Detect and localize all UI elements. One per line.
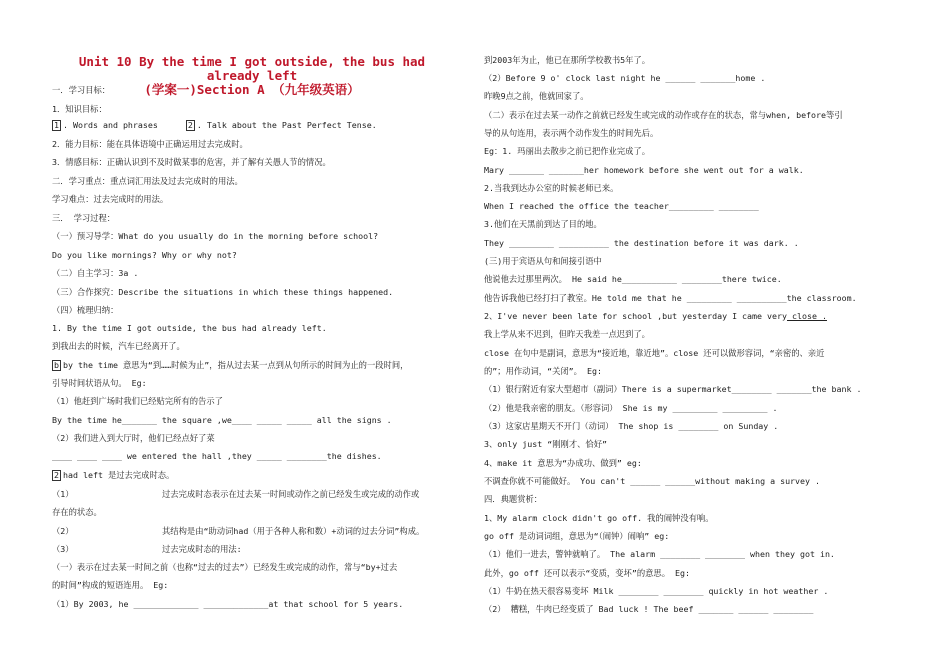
text-line: go off 是动词词组，意思为“（闹钟）闹响” eg: bbox=[484, 531, 670, 541]
exercise-line: 不调查你就不可能做好。 You can't ______ ______without making a survey . bbox=[484, 476, 821, 486]
text-line: 其结构是由“助动词had（用于各种人称和数）+动词的过去分词”构成。 bbox=[162, 526, 425, 536]
text-line: b by the time 意思为“到……时候为止”，指从过去某一点到从句所示的时间为止的一段时间， bbox=[54, 360, 409, 370]
text-line: 2.当我到达办公室的时候老师已来。 bbox=[484, 183, 619, 193]
text-line: 4、make it 意思为“办成功、做到” eg: bbox=[484, 458, 642, 468]
exercise-line: When I reached the office the teacher_________ ________ bbox=[484, 201, 759, 211]
exercise-line: （1）By 2003, he _____________ _____________at that school for 5 years. bbox=[52, 599, 404, 609]
exercise-line: （2）他是我亲密的朋友。（形容词） She is my _________ _________ . bbox=[484, 403, 778, 413]
text-line: （三）合作探究：Describe the situations in which these things happened. bbox=[52, 287, 394, 297]
text-line: 1．知识目标： bbox=[52, 104, 107, 114]
exercise-line: 他说他去过那里两次。 He said he___________ ________there twice. bbox=[484, 274, 782, 284]
text-line: （2） bbox=[52, 526, 74, 536]
document-title bbox=[52, 55, 452, 97]
text-line: 昨晚9点之前，他就回家了。 bbox=[484, 91, 589, 101]
exercise-line: （1）他们一进去，警钟就响了。 The alarm ________ ________ when they got in. bbox=[484, 549, 835, 559]
text-line: 到2003年为止，他已在那所学校教书5年了。 bbox=[484, 55, 651, 65]
text-line: 的时间”构成的短语连用。 Eg: bbox=[52, 580, 169, 590]
text-line: 过去完成时态的用法: bbox=[162, 544, 242, 554]
objectives-line: 1 . Words and phrases 2 . Talk about the Past Perfect Tense. bbox=[54, 120, 377, 130]
exercise-line: （2） 糟糕，牛肉已经变质了 Bad luck ! The beef _______ ______ ________ bbox=[484, 604, 814, 614]
text-line: （1）他赶到广场时我们已经贴完所有的告示了 bbox=[52, 396, 223, 406]
title-line-1: Unit 10 By the time I got outside, the bus had already left bbox=[78, 54, 426, 83]
text-line: 四．典题赏析： bbox=[484, 494, 543, 504]
text-line: 我上学从来不迟到，但昨天我差一点迟到了。 bbox=[484, 329, 650, 339]
text-line: Do you like mornings? Why or why not? bbox=[52, 250, 237, 260]
text-line: 三． 学习过程： bbox=[52, 213, 116, 223]
text-line: 存在的状态。 bbox=[52, 507, 102, 517]
text-line: （二）自主学习：3a . bbox=[52, 268, 139, 278]
text-line: 2 had left 是过去完成时态。 bbox=[54, 470, 175, 480]
text-line: （1） bbox=[52, 489, 74, 499]
exercise-line: （1）牛奶在热天很容易变坏 Milk ________ ________ quickly in hot weather . bbox=[484, 586, 829, 596]
exercise-line: （1）银行附近有家大型超市（副词）There is a supermarket________ _______the bank . bbox=[484, 384, 862, 394]
exercise-line: They _________ __________ the destination before it was dark. . bbox=[484, 238, 799, 248]
exercise-line: 他告诉我他已经打扫了教室。He told me that he _________ __________the classroom. bbox=[484, 293, 857, 303]
text-line: 过去完成时态表示在过去某一时间或动作之前已经发生或完成的动作或 bbox=[162, 489, 420, 499]
text-line: （四）梳理归纳： bbox=[52, 305, 119, 315]
text-line: 二．学习重点：重点词汇用法及过去完成时的用法。 bbox=[52, 176, 243, 186]
text-line: 学习难点：过去完成时的用法。 bbox=[52, 194, 169, 204]
text-line: 一．学习目标： bbox=[52, 85, 111, 95]
text-line: 3.他们在天黑前到达了目的地。 bbox=[484, 219, 602, 229]
text-line: （二）表示在过去某一动作之前就已经发生或完成的动作或存在的状态，常与when, before等引 bbox=[484, 110, 843, 120]
exercise-line: By the time he_______ the square ,we____ _____ _____ all the signs . bbox=[52, 415, 392, 425]
text-line: （一）预习导学：What do you usually do in the morning before school? bbox=[52, 231, 379, 241]
text-line: （一）表示在过去某一时间之前（也称“过去的过去”）已经发生或完成的动作，常与“by+过去 bbox=[52, 562, 398, 572]
exercise-line: ____ ____ ____ we entered the hall ,they _____ ________the dishes. bbox=[52, 451, 382, 461]
exercise-line: （2）Before 9 o' clock last night he ______ _______home . bbox=[484, 73, 766, 83]
text-line: (三)用于宾语从句和间接引语中 bbox=[484, 256, 602, 266]
title-line-2: (学案一)Section A （九年级英语） bbox=[144, 82, 360, 97]
marker: b bbox=[54, 360, 59, 370]
text-line: 3、only just “刚刚才、恰好” bbox=[484, 439, 608, 449]
objective-marker: 1 bbox=[54, 120, 59, 130]
marker: 2 bbox=[54, 470, 59, 480]
text-line: 2．能力目标：能在具体语境中正确运用过去完成时。 bbox=[52, 139, 248, 149]
exercise-line: Mary _______ _______her homework before she went out for a walk. bbox=[484, 165, 804, 175]
text-line: close 在句中是副词，意思为“接近地，靠近地”。close 还可以做形容词，“亲密的、亲近 bbox=[484, 348, 825, 358]
text-line: Eg：1. 玛丽出去散步之前已把作业完成了。 bbox=[484, 146, 651, 156]
text-line: 此外，go off 还可以表示“变质，变坏”的意思。 Eg: bbox=[484, 568, 690, 578]
text-line: 3．情感目标：正确认识到不及时做某事的危害，并了解有关愚人节的情况。 bbox=[52, 157, 331, 167]
text-line: （3） bbox=[52, 544, 74, 554]
text-line: 1、My alarm clock didn't go off. 我的闹钟没有响。 bbox=[484, 513, 714, 523]
text-line: 1. By the time I got outside, the bus had already left. bbox=[52, 323, 327, 333]
text-line: 到我出去的时候，汽车已经离开了。 bbox=[52, 341, 185, 351]
underlined-word: close . bbox=[787, 311, 827, 321]
exercise-line: （3）这家店星期天不开门（动词） The shop is ________ on Sunday . bbox=[484, 421, 779, 431]
text-line: 引导时间状语从句。 Eg: bbox=[52, 378, 147, 388]
text-line: 的”；用作动词，“关闭”。 Eg: bbox=[484, 366, 602, 376]
objective-marker: 2 bbox=[187, 120, 193, 130]
text-line: （2）我们进入到大厅时，他们已经点好了菜 bbox=[52, 433, 215, 443]
text-line: 导的从句连用，表示两个动作发生的时间先后。 bbox=[484, 128, 659, 138]
text-line: 2、I've never been late for school ,but yesterday I came very close . bbox=[484, 311, 827, 321]
